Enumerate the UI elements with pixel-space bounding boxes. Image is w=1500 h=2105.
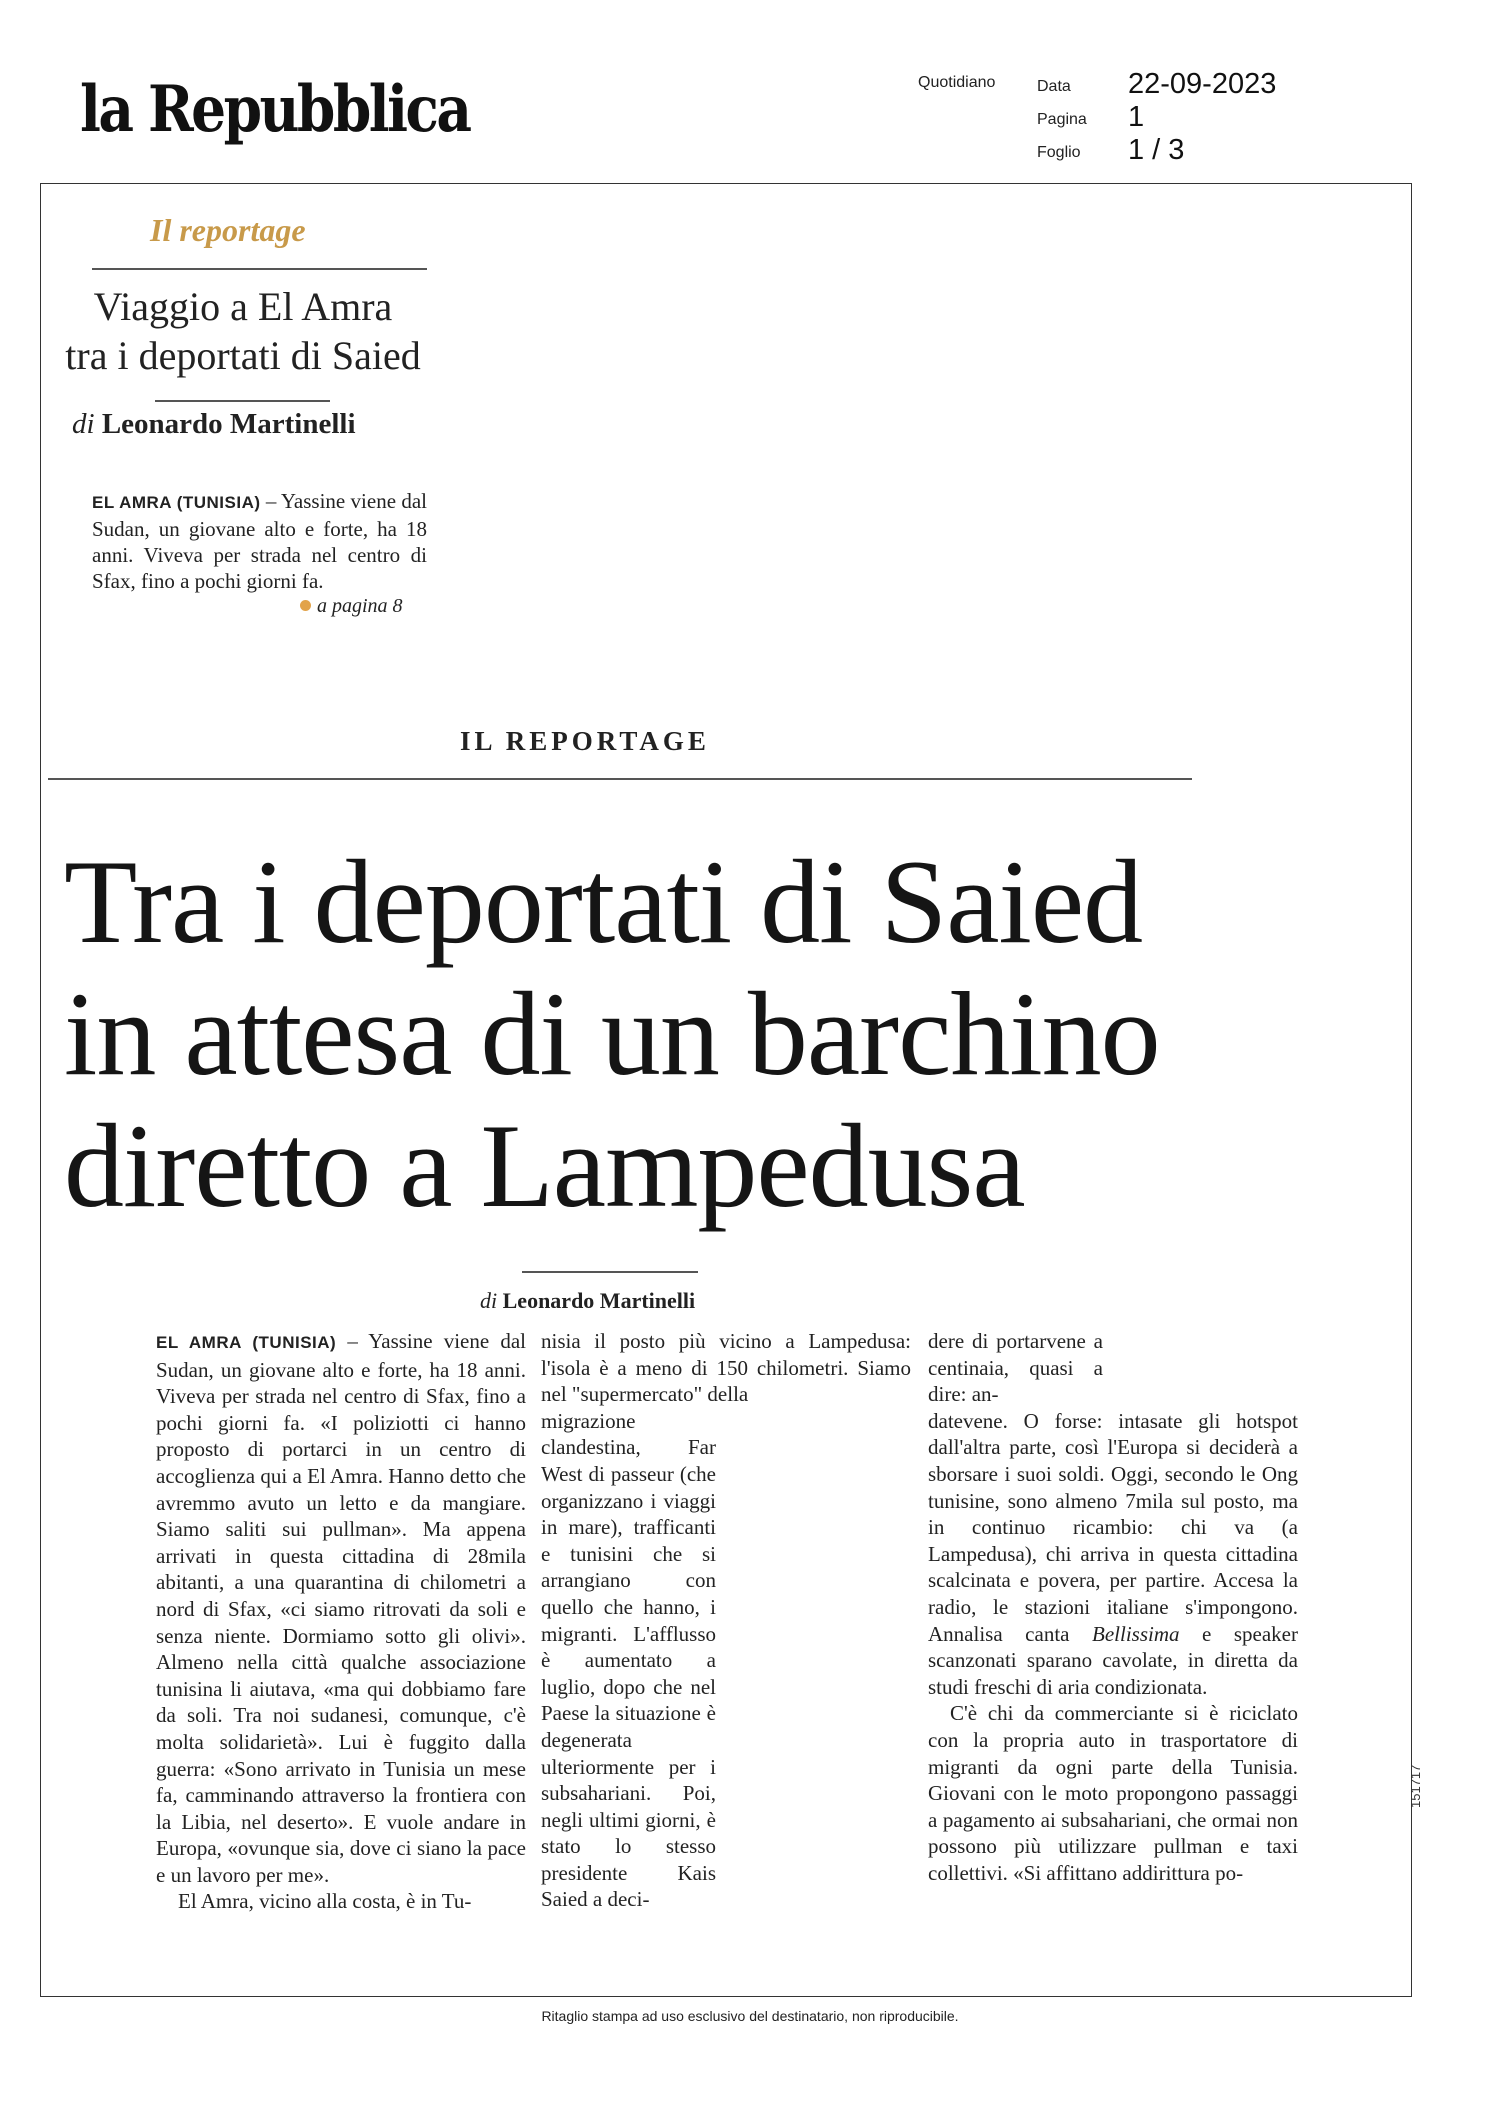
article-byline <box>480 1288 695 1314</box>
headline-line3: diretto a Lampedusa <box>64 1099 1025 1232</box>
col1-paragraph-1 <box>156 1328 526 1888</box>
sheet-label: Foglio <box>1037 144 1081 161</box>
article-author: Leonardo Martinelli <box>502 1288 696 1313</box>
teaser-body-text: – Yassine viene dal Sudan, un giovane alto e forte, ha 18 anni. Viveva per strada nel centro di Sfax, fino a pochi giorni fa. <box>92 489 427 593</box>
teaser-headline-line2: tra i deportati di Saied <box>65 333 421 378</box>
col3-narrow-text: dere di portarvene a centinaia, quasi a dire: an- <box>928 1329 1103 1407</box>
byline-rule <box>522 1271 698 1273</box>
song-title: Bellissima <box>1092 1621 1180 1646</box>
teaser-by-prefix: di <box>72 408 95 440</box>
col3-paragraph-1 <box>928 1408 1298 1701</box>
section-rule <box>48 778 1192 780</box>
col1-paragraph-2: El Amra, vicino alla costa, è in Tu- <box>178 1889 472 1914</box>
article-column-1 <box>156 1328 526 1915</box>
article-headline <box>64 836 1160 1232</box>
page-value: 1 <box>1128 101 1145 133</box>
page-label: Pagina <box>1037 111 1087 128</box>
sheet-value: 1 / 3 <box>1128 134 1185 166</box>
teaser-kicker: Il reportage <box>150 212 306 248</box>
col3-p1-end: e speaker scanzonati sparano cavolate, in diretta da studi freschi di aria condizionata. <box>928 1621 1298 1699</box>
footer-notice: Ritaglio stampa ad uso esclusivo del destinatario, non riproducibile. <box>541 2008 959 2024</box>
col2-wide-text: nisia il posto più vicino a Lampedusa: l'isola è a meno di 150 chilometri. Siamo nel "supermercato" della <box>541 1329 911 1407</box>
teaser-page-ref-text: a pagina 8 <box>317 595 403 617</box>
article-dateline: EL AMRA (TUNISIA) <box>156 1333 337 1352</box>
teaser-byline <box>72 408 356 441</box>
masthead-logo: la Repubblica <box>80 72 470 147</box>
col3-p1-text: datevene. O forse: intasate gli hotspot dall'altra parte, così l'Europa si deciderà a sborsare i suoi soldi. Oggi, secondo le Ong tunisine, sono almeno 7mila sul posto, ma in continuo ricambio: chi va (a Lampedusa), chi arriva in questa cittadina scalcinata e povera, per partire. Accesa la radio, le stazioni italiane s'impongono. Annalisa canta <box>928 1408 1298 1646</box>
bullet-dot-icon <box>300 600 311 611</box>
publication-type: Quotidiano <box>918 74 996 91</box>
teaser-top-rule <box>92 268 427 270</box>
teaser-mid-rule <box>155 400 330 402</box>
col3-paragraph-2: C'è chi da commerciante si è riciclato con la propria auto in trasportatore di migranti da ogni parte della Tunisia. Giovani con le moto propongono passaggi a pagamento ai subsahariani, che ormai non possono più utilizzare pullman e taxi collettivi. «Si affittano addirittura po- <box>928 1701 1298 1885</box>
headline-line2: in attesa di un barchino <box>64 967 1160 1100</box>
col1-p1-text: – Yassine viene dal Sudan, un giovane alto e forte, ha 18 anni. Viveva per strada nel centro di Sfax, fino a pochi giorni fa. «I poliziotti ci hanno proposto di portarci in un centro di accoglienza qui a El Amra. Hanno detto che avremmo avuto un letto e da mangiare. Siamo saliti sui pullman». Ma appena arrivati in questa cittadina di 28mila abitanti, a una quarantina di chilometri a nord di Sfax, «ci siamo ritrovati da soli e senza niente. Dormiamo sotto gli olivi». Almeno nella città qualche associazione tunisina li aiutava, «ma qui dobbiamo fare da soli. Tra noi sudanesi, comunque, c'è molta solidarietà». Lui è fuggito dalla guerra: «Sono arrivato in Tunisia un mese fa, camminando attraverso la frontiera con la Libia, nel deserto». E vuole andare in Europa, «ovunque sia, dove ci siano la pace e un lavoro per me». <box>156 1329 526 1887</box>
teaser-dateline: EL AMRA (TUNISIA) <box>92 493 261 512</box>
col2-narrow-text: migrazione clandestina, Far West di passeur (che organizzano i viaggi in mare), trafficanti e tunisini che si arrangiano con quello che hanno, i migranti. L'afflusso è aumentato a luglio, dopo che nel Paese la situazione è degenerata ulteriormente per i subsahariani. Poi, negli ultimi giorni, è stato lo stesso presidente Kais Saied a deci- <box>541 1408 716 1912</box>
article-column-2 <box>541 1328 911 1913</box>
teaser-page-ref[interactable] <box>300 595 403 618</box>
section-label: IL REPORTAGE <box>460 726 710 756</box>
headline-line1: Tra i deportati di Saied <box>64 835 1143 968</box>
teaser-author: Leonardo Martinelli <box>101 408 356 440</box>
teaser-headline-line1: Viaggio a El Amra <box>93 284 393 329</box>
teaser-headline[interactable] <box>48 282 438 380</box>
reference-number: 151717 <box>1408 1764 1423 1808</box>
teaser-body <box>92 488 427 594</box>
article-by-prefix: di <box>480 1288 498 1313</box>
article-column-3 <box>928 1328 1298 1886</box>
date-label: Data <box>1037 78 1071 95</box>
date-value: 22-09-2023 <box>1128 68 1277 100</box>
